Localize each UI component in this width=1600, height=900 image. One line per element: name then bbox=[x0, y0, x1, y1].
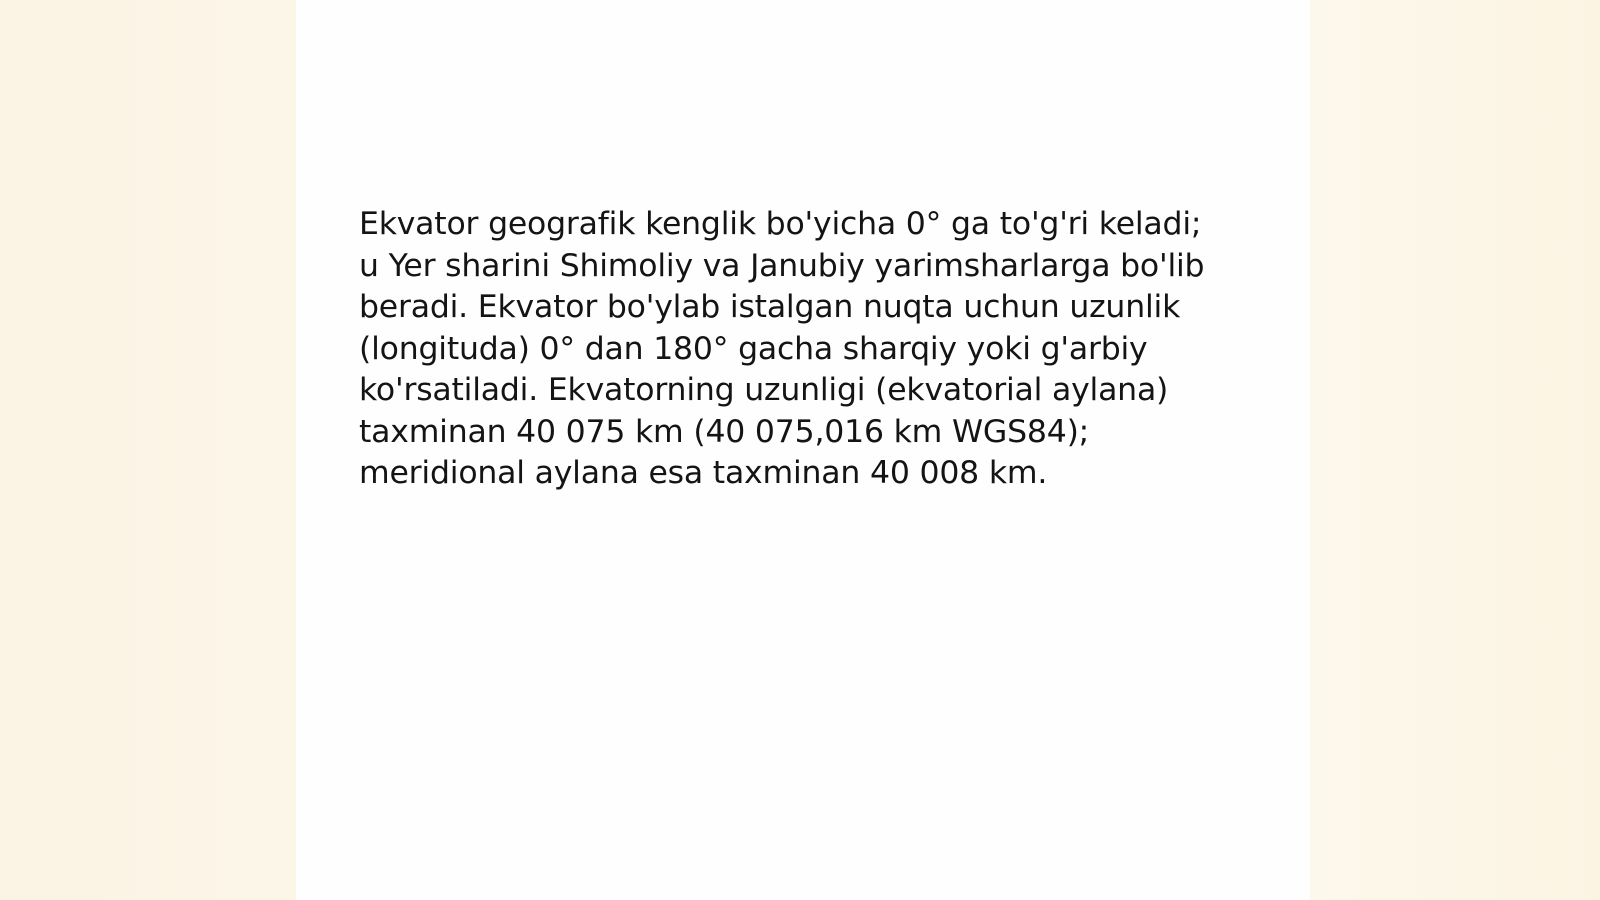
right-margin-background bbox=[1310, 0, 1600, 900]
paragraph-line: u Yer sharini Shimoliy va Janubiy yarimsharlarga bo'lib bbox=[359, 247, 1205, 284]
paragraph-line: (longituda) 0° dan 180° gacha sharqiy yoki g'arbiy bbox=[359, 330, 1148, 367]
paragraph-line: meridional aylana esa taxminan 40 008 km. bbox=[359, 455, 1048, 491]
document-page bbox=[296, 0, 1310, 900]
paragraph-line: beradi. Ekvator bo'ylab istalgan nuqta uchun uzunlik bbox=[359, 289, 1181, 325]
left-margin-background bbox=[0, 0, 296, 900]
paragraph-line: Ekvator geografik kenglik bo'yicha 0° ga to'g'ri keladi; bbox=[359, 206, 1202, 242]
paragraph-line: taxminan 40 075 km (40 075,016 km WGS84); bbox=[359, 413, 1090, 450]
paragraph-line: ko'rsatiladi. Ekvatorning uzunligi (ekvatorial aylana) bbox=[359, 372, 1169, 408]
body-paragraph bbox=[359, 204, 1259, 495]
